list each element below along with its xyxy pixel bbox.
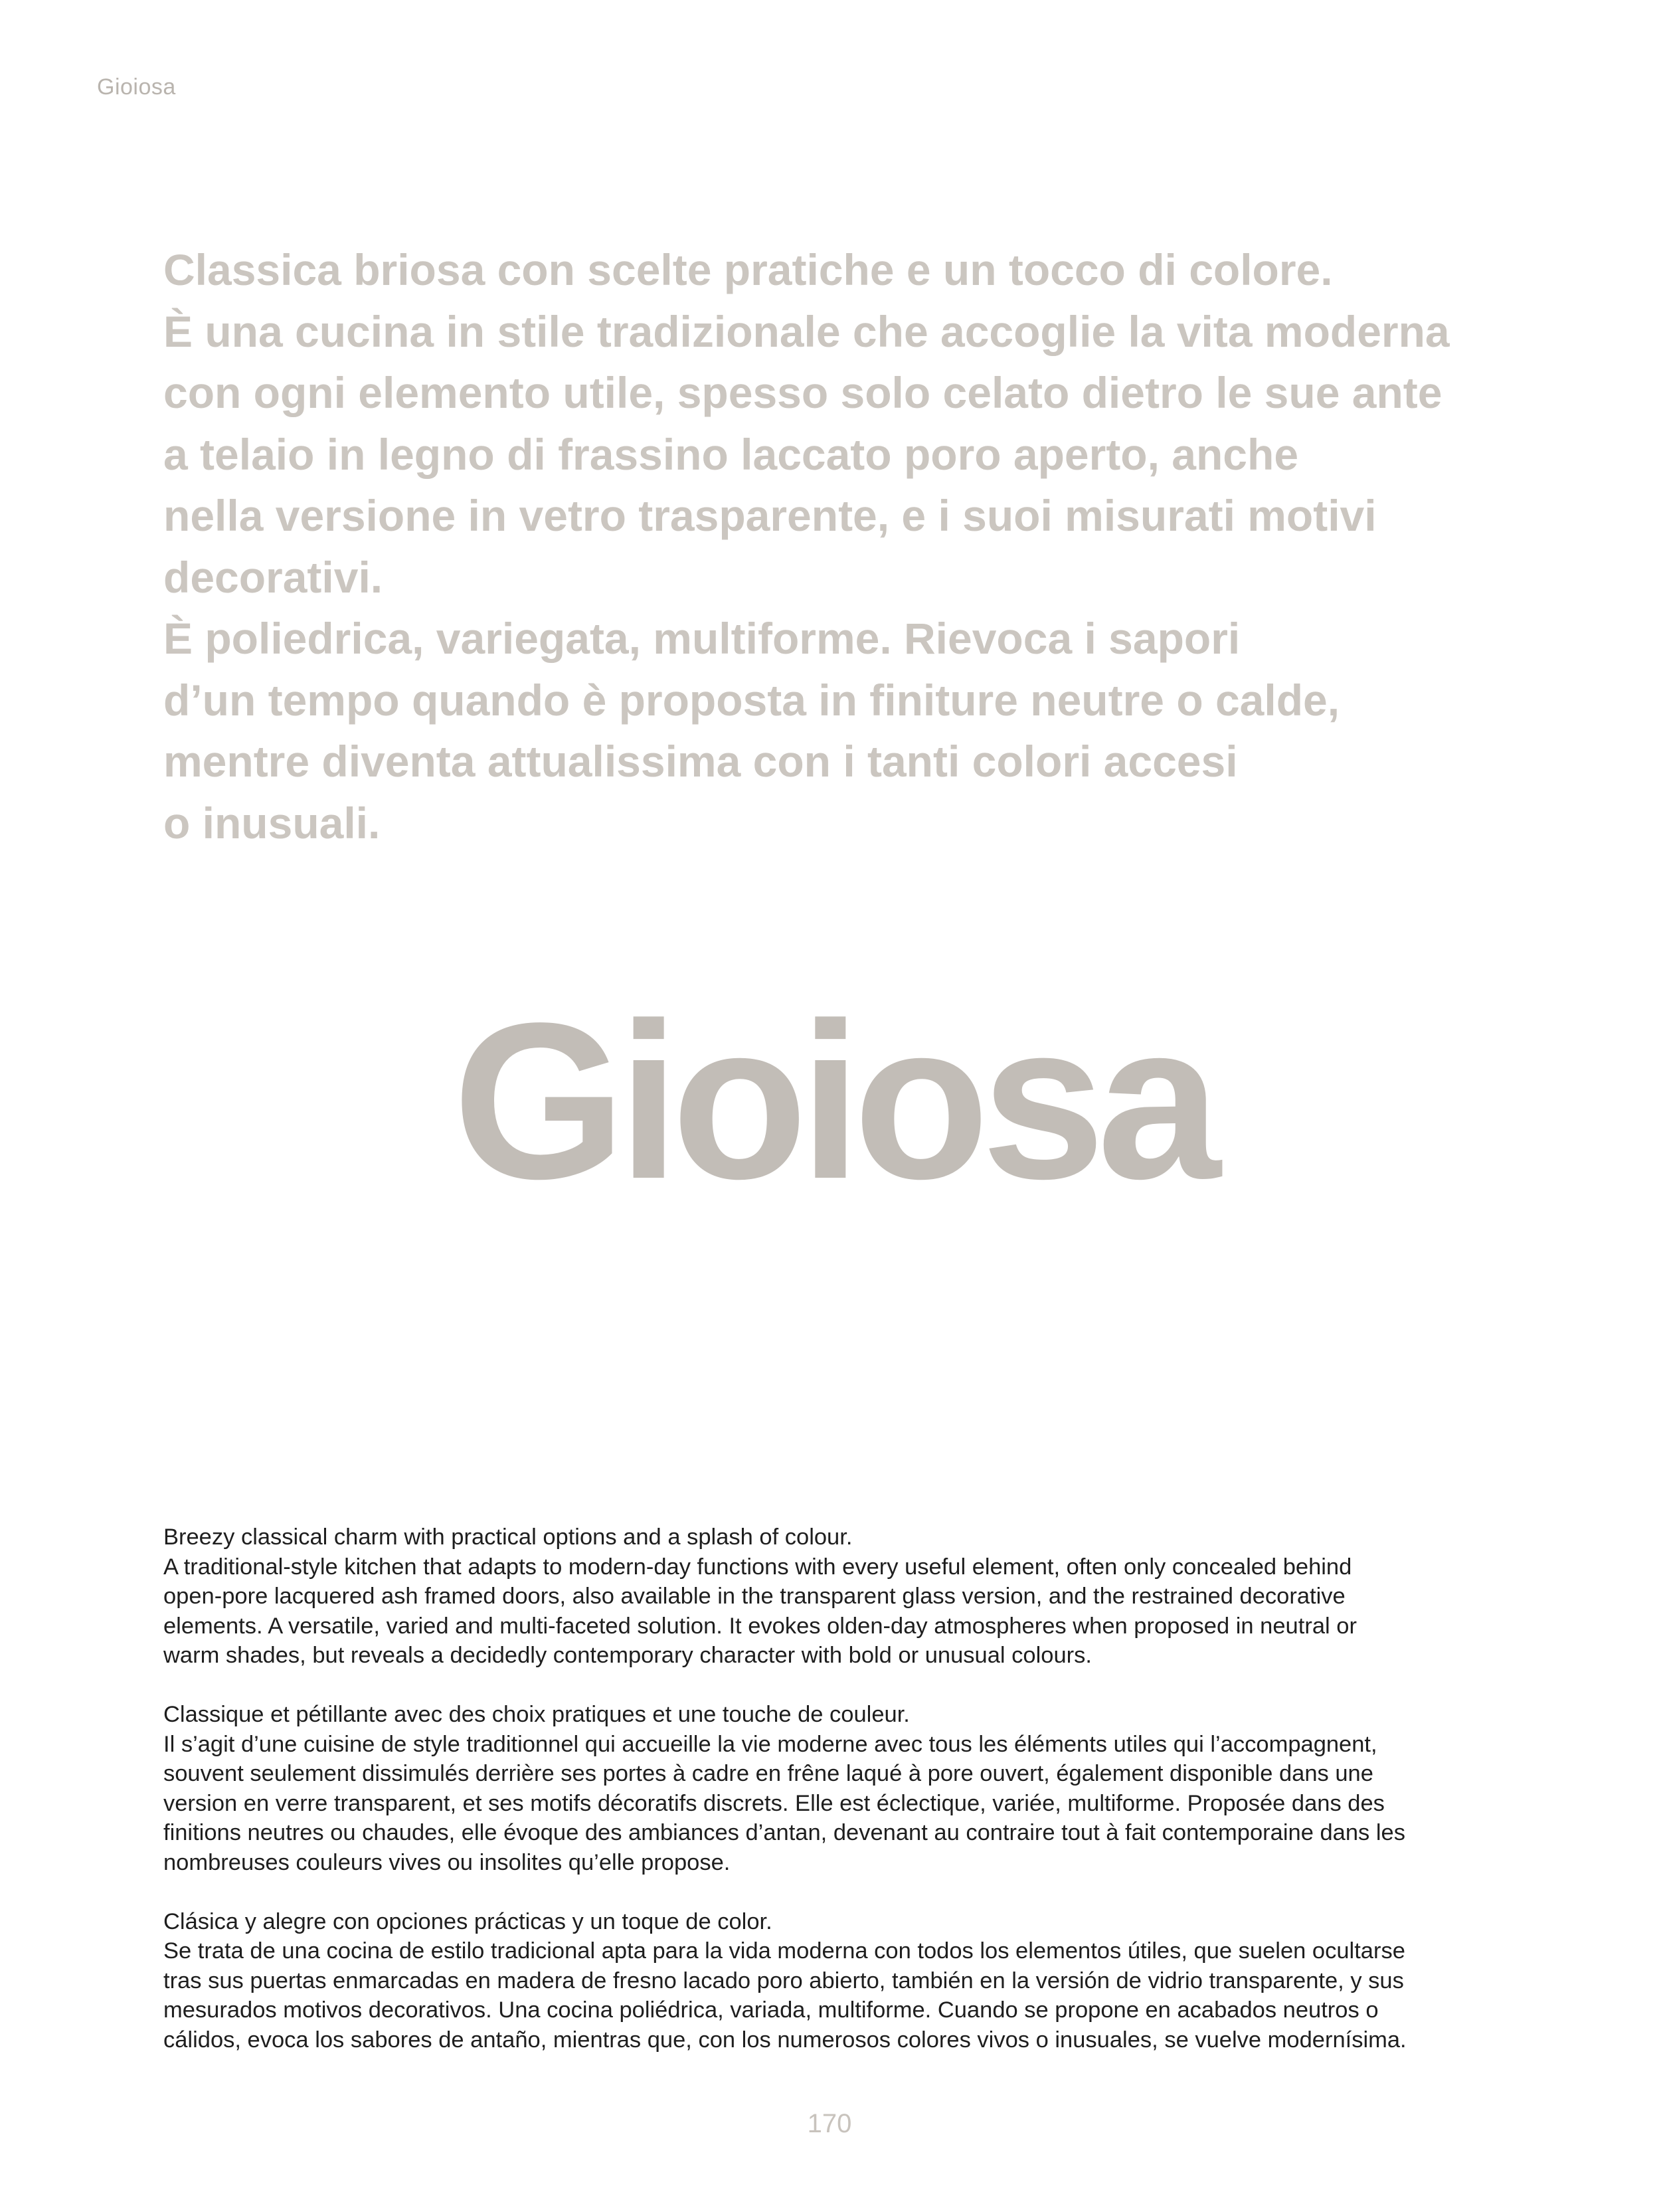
text-line: warm shades, but reveals a decidedly contemporary character with bold or unusual colours. (163, 1643, 1092, 1668)
text-line: Breezy classical charm with practical options and a splash of colour. (163, 1524, 853, 1550)
text-line: mesurados motivos decorativos. Una cocina poliédrica, variada, multiforme. Cuando se propone en acabados neutros o (163, 1997, 1379, 2023)
text-line: Se trata de una cocina de estilo tradicional apta para la vida moderna con todos los elementos útiles, que suelen ocultarse (163, 1938, 1405, 1964)
spanish-paragraph (163, 1907, 1578, 2055)
french-paragraph (163, 1700, 1578, 1877)
text-line: souvent seulement dissimulés derrière ses portes à cadre en frêne laqué à pore ouvert, également disponible dans une (163, 1761, 1373, 1786)
intro-line: mentre diventa attualissima con i tanti colori accesi (163, 737, 1238, 786)
text-line: tras sus puertas enmarcadas en madera de fresno lacado poro abierto, también en la versión de vidrio transparente, y sus (163, 1968, 1404, 1993)
text-line: Classique et pétillante avec des choix pratiques et une touche de couleur. (163, 1702, 910, 1727)
page-number: 170 (807, 2109, 852, 2138)
text-line: cálidos, evoca los sabores de antaño, mientras que, con los numerosos colores vivos o inusuales, se vuelve modernísima. (163, 2027, 1407, 2053)
collection-title: Gioiosa (452, 976, 1213, 1225)
translations-block (163, 1522, 1578, 2084)
text-line: Clásica y alegre con opciones prácticas y un toque de color. (163, 1908, 772, 1934)
intro-line: d’un tempo quando è proposta in finiture neutre o calde, (163, 675, 1340, 725)
text-line: version en verre transparent, et ses motifs décoratifs discrets. Elle est éclectique, variée, multiforme. Proposée dans des (163, 1790, 1385, 1816)
intro-line: decorativi. (163, 552, 383, 602)
text-line: finitions neutres ou chaudes, elle évoque des ambiances d’antan, devenant au contraire tout à fait contemporaine dans les (163, 1820, 1405, 1845)
intro-line: a telaio in legno di frassino laccato poro aperto, anche (163, 429, 1299, 479)
intro-paragraph-italian (163, 239, 1558, 854)
intro-line: È una cucina in stile tradizionale che accoglie la vita moderna (163, 306, 1450, 356)
text-line: elements. A versatile, varied and multi-faceted solution. It evokes olden-day atmospheres when proposed in neutral or (163, 1613, 1357, 1639)
running-header: Gioiosa (97, 74, 176, 100)
text-line: Il s’agit d’une cuisine de style traditionnel qui accueille la vie moderne avec tous les éléments utiles qui l’accompagnent, (163, 1731, 1377, 1757)
intro-line: Classica briosa con scelte pratiche e un tocco di colore. (163, 245, 1333, 294)
text-line: nombreuses couleurs vives ou insolites qu’elle propose. (163, 1849, 731, 1875)
intro-line: o inusuali. (163, 798, 381, 848)
intro-line: con ogni elemento utile, spesso solo celato dietro le sue ante (163, 368, 1442, 417)
english-paragraph (163, 1522, 1578, 1671)
text-line: open-pore lacquered ash framed doors, also available in the transparent glass version, and the restrained decorative (163, 1584, 1346, 1609)
intro-line: nella versione in vetro trasparente, e i suoi misurati motivi (163, 491, 1377, 540)
text-line: A traditional-style kitchen that adapts to modern-day functions with every useful element, often only concealed behind (163, 1554, 1352, 1580)
intro-line: È poliedrica, variegata, multiforme. Rievoca i sapori (163, 614, 1241, 663)
